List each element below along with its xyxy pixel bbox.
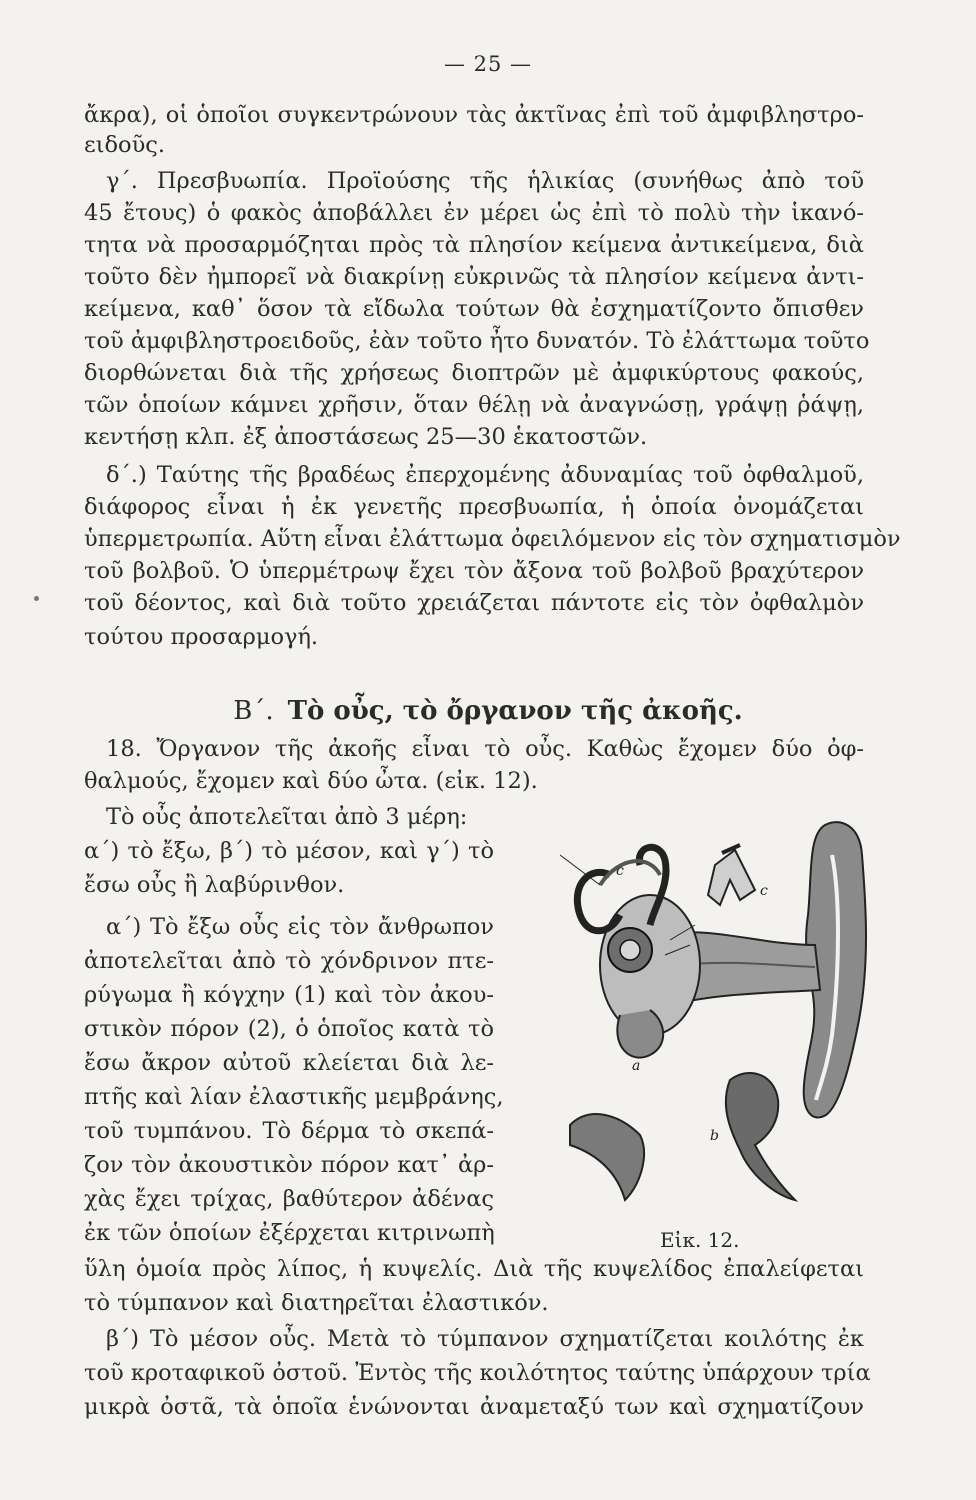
text-line: τούτου προσαρμογή. — [84, 624, 319, 650]
text-line: τοῦ κροταφικοῦ ὀστοῦ. Ἐντὸς τῆς κοιλότητος ταύτης ὑπάρχουν τρία — [84, 1360, 871, 1386]
text-line: κείμενα, καθ᾽ ὅσον τὰ εἴδωλα τούτων θὰ ἐσχηματίζοντο ὄπισθεν — [84, 296, 864, 322]
text-line: διάφορος εἶναι ἡ ἐκ γενετῆς πρεσβυωπία, ἡ ὁποία ὀνομάζεται — [84, 494, 864, 520]
text-line: γ΄. Πρεσβυωπία. Προϊούσης τῆς ἡλικίας (συνήθως ἀπὸ τοῦ — [106, 168, 864, 194]
text-line: πτῆς καὶ λίαν ἐλαστικῆς μεμβράνης, — [84, 1084, 504, 1110]
text-line: θαλμούς, ἔχομεν καὶ δύο ὦτα. (εἰκ. 12). — [84, 768, 538, 794]
text-line: ἔσω ἄκρον αὐτοῦ κλείεται διὰ λε- — [84, 1050, 494, 1076]
text-line: χὰς ἔχει τρίχας, βαθύτερον ἀδένας — [84, 1186, 494, 1212]
text-line: ἐκ τῶν ὁποίων ἐξέρχεται κιτρινωπὴ — [84, 1220, 495, 1246]
figure-label: c — [760, 883, 768, 899]
figure-label: a — [632, 1058, 641, 1074]
text-line: στικὸν πόρον (2), ὁ ὁποῖος κατὰ τὸ — [84, 1016, 494, 1042]
figure-label: c — [616, 863, 624, 879]
text-line: Τὸ οὖς ἀποτελεῖται ἀπὸ 3 μέρη: — [106, 804, 468, 830]
text-line: α΄) Τὸ ἔξω οὖς εἰς τὸν ἄνθρωπον — [106, 914, 494, 940]
text-line: τοῦ βολβοῦ. Ὁ ὑπερμέτρωψ ἔχει τὸν ἄξονα τοῦ βολβοῦ βραχύτερον — [84, 558, 864, 584]
text-line: ρύγωμα ἢ κόγχην (1) καὶ τὸν ἀκου- — [84, 982, 494, 1008]
section-title: Τὸ οὖς, τὸ ὄργανον τῆς ἀκοῆς. — [287, 696, 743, 726]
page-number: — 25 — — [443, 52, 533, 76]
ear-illustration — [540, 815, 880, 1235]
text-line: ὕλη ὁμοία πρὸς λίπος, ἡ κυψελίς. Διὰ τῆς κυψελίδος ἐπαλείφεται — [84, 1256, 864, 1282]
text-line: κεντήσῃ κλπ. ἐξ ἀποστάσεως 25—30 ἑκατοστῶν. — [84, 424, 648, 450]
figure-caption: Εἰκ. 12. — [660, 1228, 740, 1252]
margin-mark — [34, 596, 39, 601]
text-line: τητα νὰ προσαρμόζηται πρὸς τὰ πλησίον κείμενα ἀντικείμενα, διὰ — [84, 232, 864, 258]
text-line: ειδοῦς. — [84, 132, 166, 158]
section-number: Β΄. — [233, 696, 274, 726]
text-line: ἔσω οὖς ἢ λαβύρινθον. — [84, 872, 345, 898]
ear-anatomy-figure — [540, 815, 880, 1235]
text-line: μικρὰ ὀστᾶ, τὰ ὁποῖα ἑνώνονται ἀναμεταξύ των καὶ σχηματίζουν — [84, 1394, 864, 1420]
text-line: τοῦτο δὲν ἠμπορεῖ νὰ διακρίνῃ εὐκρινῶς τὰ πλησίον κείμενα ἀντι- — [84, 264, 864, 290]
text-line: ἀποτελεῖται ἀπὸ τὸ χόνδρινον πτε- — [84, 948, 494, 974]
section-heading — [0, 696, 976, 726]
text-line: 45 ἔτους) ὁ φακὸς ἀποβάλλει ἐν μέρει ὡς ἐπὶ τὸ πολὺ τὴν ἱκανό- — [84, 200, 864, 226]
text-line: δ΄.) Ταύτης τῆς βραδέως ἐπερχομένης ἀδυναμίας τοῦ ὀφθαλμοῦ, — [106, 462, 864, 488]
text-line: 18. Ὄργανον τῆς ἀκοῆς εἶναι τὸ οὖς. Καθὼς ἔχομεν δύο ὀφ- — [106, 736, 864, 762]
text-line: τοῦ ἀμφιβληστροειδοῦς, ἐὰν τοῦτο ἦτο δυνατόν. Τὸ ἐλάττωμα τοῦτο — [84, 328, 870, 354]
figure-label: b — [710, 1128, 719, 1144]
text-line: τῶν ὁποίων κάμνει χρῆσιν, ὅταν θέλῃ νὰ ἀναγνώσῃ, γράψῃ ῥάψῃ, — [84, 392, 864, 418]
text-line: ἄκρα), οἱ ὁποῖοι συγκεντρώνουν τὰς ἀκτῖνας ἐπὶ τοῦ ἀμφιβληστρο- — [84, 102, 864, 128]
text-line: τοῦ δέοντος, καὶ διὰ τοῦτο χρειάζεται πάντοτε εἰς τὸν ὀφθαλμὸν — [84, 590, 864, 616]
text-line: β΄) Τὸ μέσον οὖς. Μετὰ τὸ τύμπανον σχηματίζεται κοιλότης ἐκ — [106, 1326, 864, 1352]
text-line: ζον τὸν ἀκουστικὸν πόρον κατ᾽ ἀρ- — [84, 1152, 494, 1178]
text-line: τὸ τύμπανον καὶ διατηρεῖται ἐλαστικόν. — [84, 1290, 549, 1316]
text-line: ὑπερμετρωπία. Αὕτη εἶναι ἐλάττωμα ὀφειλόμενον εἰς τὸν σχηματισμὸν — [84, 526, 901, 552]
text-line: α΄) τὸ ἔξω, β΄) τὸ μέσον, καὶ γ΄) τὸ — [84, 838, 494, 864]
text-line: τοῦ τυμπάνου. Τὸ δέρμα τὸ σκεπά- — [84, 1118, 494, 1144]
text-line: διορθώνεται διὰ τῆς χρήσεως διοπτρῶν μὲ ἀμφικύρτους φακούς, — [84, 360, 864, 386]
